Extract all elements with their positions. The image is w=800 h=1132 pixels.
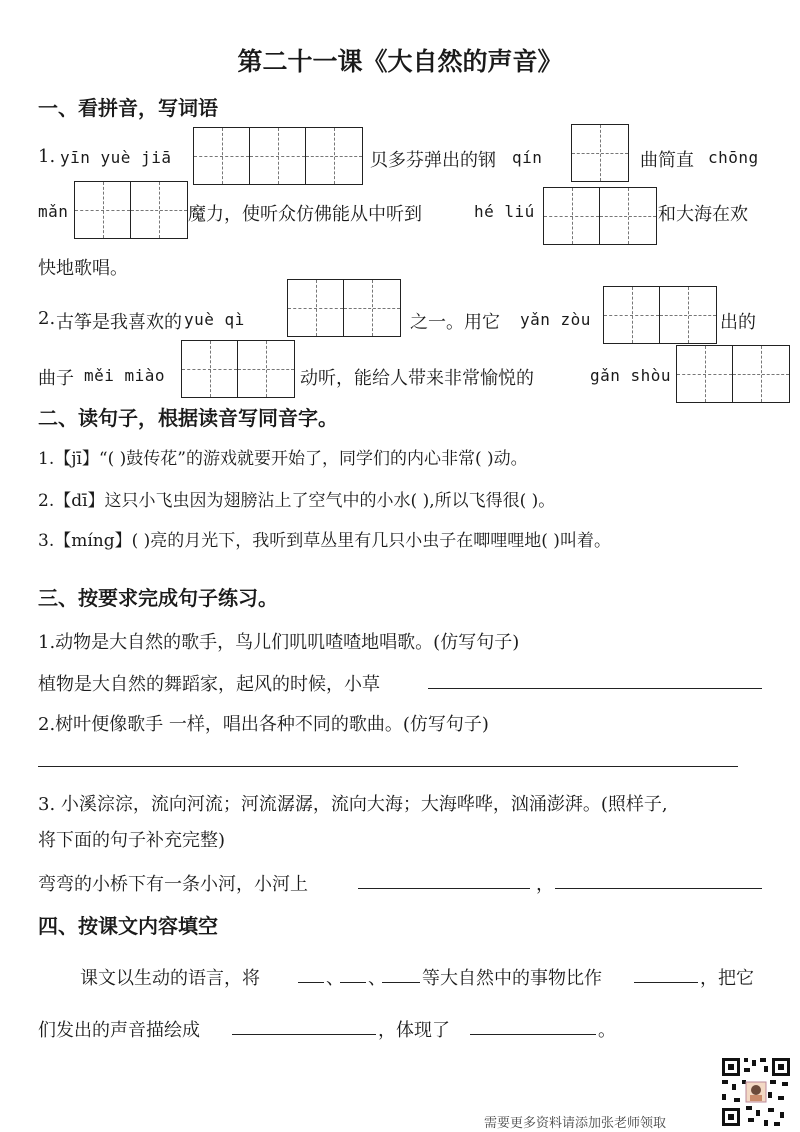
section-1-heading: 一、看拼音，写词语 bbox=[38, 96, 218, 120]
q2-text-b: 之一。用它 bbox=[410, 312, 500, 333]
s3-q1-answer-line[interactable] bbox=[428, 688, 762, 689]
s2-item-1: 1.【jī】“( )鼓传花”的游戏就要开始了，同学们的内心非常( )动。 bbox=[38, 449, 528, 469]
q2-answer-box-a[interactable] bbox=[287, 279, 401, 337]
q1-text-e: 快地歌唱。 bbox=[38, 258, 128, 279]
section-3-heading: 三、按要求完成句子练习。 bbox=[38, 586, 278, 610]
q2-pinyin-a: yuè qì bbox=[184, 310, 245, 329]
q1-answer-box-c[interactable] bbox=[74, 181, 188, 239]
s3-q1-prompt: 植物是大自然的舞蹈家，起风的时候，小草 bbox=[38, 674, 380, 695]
s3-q3-line2: 将下面的句子补充完整) bbox=[38, 830, 226, 851]
q1-answer-box-a[interactable] bbox=[193, 127, 363, 185]
s4-blank-6[interactable] bbox=[470, 1034, 596, 1035]
s3-q2-answer-line[interactable] bbox=[38, 766, 738, 767]
q2-pinyin-b: yǎn zòu bbox=[520, 310, 591, 329]
s4-line2-b: ，体现了 bbox=[378, 1020, 450, 1041]
q2-text-e: 动听，能给人带来非常愉悦的 bbox=[300, 368, 534, 389]
q1-pinyin-c: chōng bbox=[708, 148, 759, 167]
q2-text-c: 出的 bbox=[720, 312, 756, 333]
q2-answer-box-d[interactable] bbox=[676, 345, 790, 403]
page-title: 第二十一课《大自然的声音》 bbox=[237, 47, 563, 76]
s4-line1-a: 课文以生动的语言，将 bbox=[80, 968, 260, 989]
s4-blank-5[interactable] bbox=[232, 1034, 376, 1035]
s4-blank-3[interactable] bbox=[382, 982, 420, 983]
s3-q3-answer-line-2[interactable] bbox=[555, 888, 762, 889]
q1-pinyin-a: yīn yuè jiā bbox=[60, 148, 172, 167]
q2-text-d: 曲子 bbox=[38, 368, 74, 389]
q1-text-d: 和大海在欢 bbox=[658, 204, 748, 225]
q1-text-b: 曲简直 bbox=[640, 150, 694, 171]
s4-blank-1[interactable] bbox=[298, 982, 324, 983]
s4-blank-4[interactable] bbox=[634, 982, 698, 983]
s4-line2-c: 。 bbox=[598, 1020, 616, 1041]
q2-answer-box-c[interactable] bbox=[181, 340, 295, 398]
s4-sep-1: 、 bbox=[326, 968, 344, 989]
qr-code bbox=[720, 1056, 792, 1128]
s4-line1-b: 等大自然中的事物比作 bbox=[422, 968, 602, 989]
footer-note: 需要更多资料请添加张老师领取 bbox=[484, 1116, 667, 1131]
q2-pinyin-c: měi miào bbox=[84, 366, 166, 385]
q1-pinyin-b: qín bbox=[512, 148, 543, 167]
q1-answer-box-d[interactable] bbox=[543, 187, 657, 245]
s3-q2: 2.树叶便像歌手 一样，唱出各种不同的歌曲。(仿写句子) bbox=[38, 714, 489, 735]
s3-q3-answer-line-1[interactable] bbox=[358, 888, 530, 889]
q2-answer-box-b[interactable] bbox=[603, 286, 717, 344]
s3-q3-prompt: 弯弯的小桥下有一条小河，小河上 bbox=[38, 874, 308, 895]
s3-q1: 1.动物是大自然的歌手，鸟儿们叽叽喳喳地唱歌。(仿写句子) bbox=[38, 632, 520, 653]
s2-item-2: 2.【dī】这只小飞虫因为翅膀沾上了空气中的小水( ),所以飞得很( )。 bbox=[38, 491, 556, 511]
q1-number: 1. bbox=[38, 146, 56, 167]
s4-line2-a: 们发出的声音描绘成 bbox=[38, 1020, 200, 1041]
q1-pinyin-d: hé liú bbox=[474, 202, 535, 221]
q2-pinyin-d: gǎn shòu bbox=[590, 366, 672, 385]
section-2-heading: 二、读句子，根据读音写同音字。 bbox=[38, 406, 338, 430]
s4-blank-2[interactable] bbox=[340, 982, 366, 983]
q2-number: 2. bbox=[38, 308, 56, 329]
q1-text-c: 魔力，使听众仿佛能从中听到 bbox=[188, 204, 422, 225]
q1-pinyin-c2: mǎn bbox=[38, 202, 69, 221]
q1-text-a: 贝多芬弹出的钢 bbox=[370, 150, 496, 171]
q2-text-a: 古筝是我喜欢的 bbox=[56, 312, 182, 333]
s3-q3-comma: ， bbox=[536, 874, 554, 895]
q1-answer-box-b[interactable] bbox=[571, 124, 629, 182]
s2-item-3: 3.【míng】( )亮的月光下，我听到草丛里有几只小虫子在唧哩哩地( )叫着。 bbox=[38, 531, 611, 551]
s3-q3-line1: 3. 小溪淙淙，流向河流；河流潺潺，流向大海；大海哗哗，汹涌澎湃。(照样子, bbox=[38, 794, 668, 815]
s4-line1-c: ，把它 bbox=[700, 968, 754, 989]
s4-sep-2: 、 bbox=[368, 968, 386, 989]
section-4-heading: 四、按课文内容填空 bbox=[38, 914, 218, 938]
